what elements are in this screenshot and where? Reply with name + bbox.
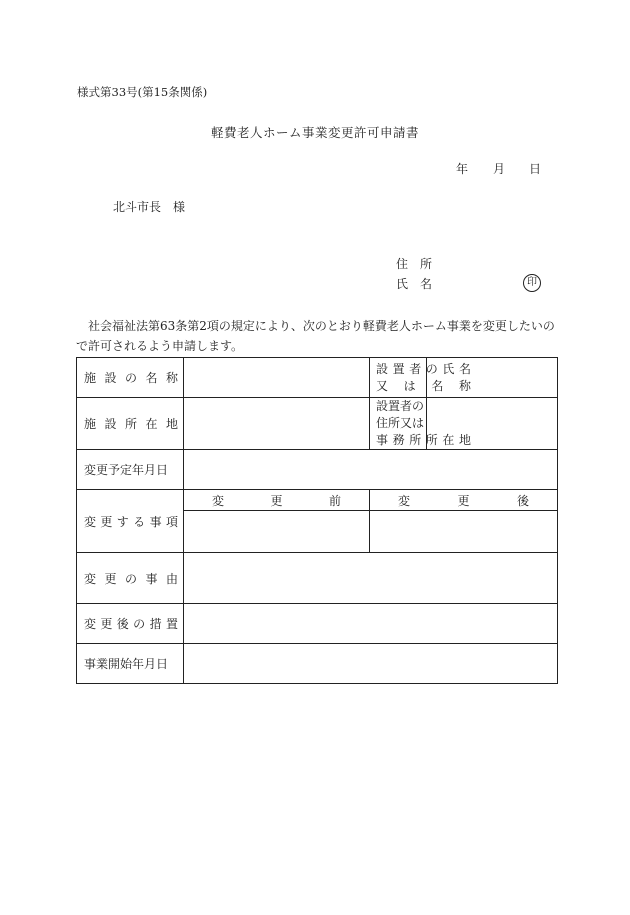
facility-name-field[interactable] xyxy=(184,358,370,398)
change-date-field[interactable] xyxy=(184,450,558,490)
application-form-table xyxy=(76,357,558,684)
change-items-label: 変 更 す る 事 項 xyxy=(84,514,178,529)
date-year-label: 年 xyxy=(456,162,469,176)
table-row xyxy=(77,450,558,490)
date-day-label: 日 xyxy=(529,162,542,176)
facility-location-label: 施 設 所 在 地 xyxy=(84,417,178,431)
before-header: 変 更 前 xyxy=(184,490,370,511)
table-row xyxy=(77,553,558,604)
label-cell xyxy=(77,604,184,644)
founder-name-label-line1: 設 置 者 の 氏 名 xyxy=(376,361,471,376)
table-row xyxy=(77,490,558,511)
table-row xyxy=(77,644,558,684)
label-cell xyxy=(370,358,471,398)
seal-mark: 印 xyxy=(523,274,541,292)
change-date-label: 変更予定年月日 xyxy=(77,450,184,490)
applicant-address-label: 住 所 xyxy=(396,257,433,271)
table-row xyxy=(77,604,558,644)
founder-name-label-line2: 又 は 名 称 xyxy=(376,378,471,393)
measures-label: 変 更 後 の 措 置 xyxy=(84,617,178,631)
label-cell xyxy=(77,398,184,450)
measures-field[interactable] xyxy=(184,604,558,644)
after-header: 変 更 後 xyxy=(370,490,558,511)
addressee: 北斗市長 様 xyxy=(113,200,186,214)
table-row xyxy=(77,358,558,398)
label-cell xyxy=(370,398,471,450)
start-date-label: 事業開始年月日 xyxy=(77,644,184,684)
founder-address-label-line1: 設置者の住所又は xyxy=(376,399,425,430)
facility-location-field[interactable] xyxy=(184,398,370,450)
facility-name-label: 施 設 の 名 称 xyxy=(84,371,178,385)
label-cell xyxy=(77,490,184,553)
document-title: 軽費老人ホーム事業変更許可申請書 xyxy=(210,125,419,140)
reason-field[interactable] xyxy=(184,553,558,604)
after-field[interactable] xyxy=(370,511,558,553)
application-statement: 社会福祉法第63条第2項の規定により、次のとおり軽費老人ホーム事業を変更したいので許可されるよう申請します。 xyxy=(76,319,555,353)
date-month-label: 月 xyxy=(493,162,506,176)
reason-label: 変 更 の 事 由 xyxy=(84,571,178,586)
label-cell xyxy=(77,358,184,398)
label-cell xyxy=(77,553,184,604)
founder-address-label-line2: 事 務 所 所 在 地 xyxy=(376,433,471,447)
start-date-field[interactable] xyxy=(184,644,558,684)
table-row xyxy=(77,398,558,450)
applicant-name-label: 氏 名 xyxy=(396,277,433,291)
before-field[interactable] xyxy=(184,511,370,553)
form-reference: 様式第33号(第15条関係) xyxy=(77,85,208,99)
